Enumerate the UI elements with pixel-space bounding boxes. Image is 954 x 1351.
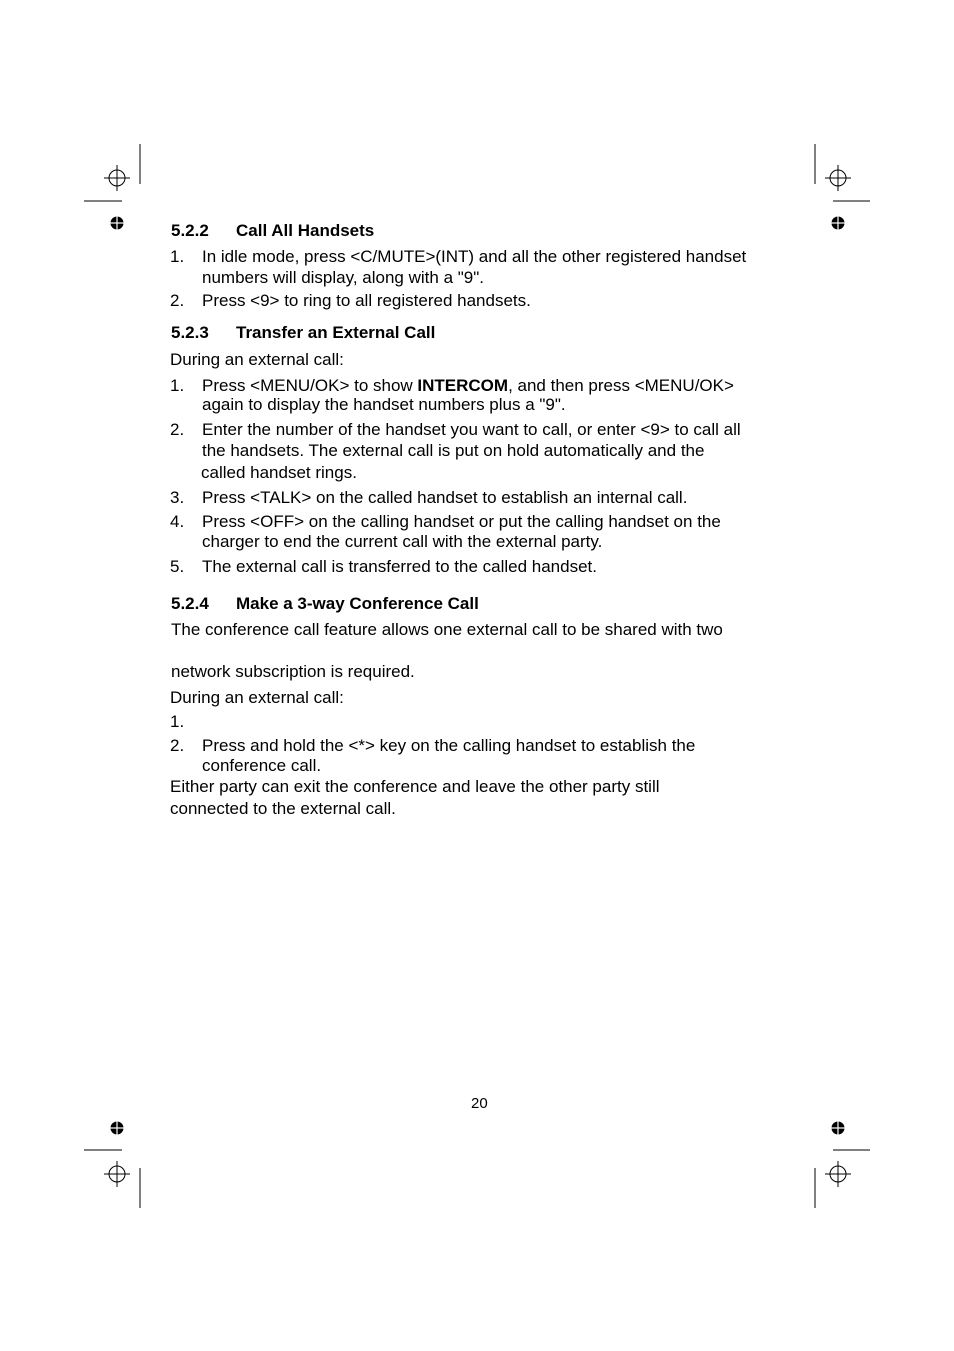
- list-number: 5.: [170, 557, 185, 576]
- section-523-heading: [171, 322, 435, 343]
- list-number: 2.: [170, 736, 185, 755]
- list-item-text: Press <TALK> on the called handset to establish an internal call.: [202, 488, 688, 507]
- list-item-text: Press and hold the <*> key on the calling handset to establish the: [202, 736, 696, 755]
- list-number: 1.: [170, 247, 185, 266]
- list-item-text: Press <OFF> on the calling handset or put the calling handset on the: [202, 512, 721, 531]
- section-title: Make a 3-way Conference Call: [236, 594, 479, 613]
- section-number: 5.2.3: [171, 323, 209, 342]
- list-item-text: The external call is transferred to the called handset.: [202, 557, 597, 576]
- page-number: 20: [471, 1095, 488, 1112]
- section-title: Call All Handsets: [236, 221, 375, 240]
- registration-mark-top-right: [805, 144, 875, 234]
- list-number: 2.: [170, 420, 185, 439]
- list-item-text: conference call.: [202, 756, 322, 775]
- list-item-text: [202, 375, 734, 396]
- registration-mark-bottom-left: [84, 1118, 154, 1210]
- list-number: 2.: [170, 291, 185, 310]
- list-number: 3.: [170, 488, 185, 507]
- text-run: , and then press <MENU/OK>: [508, 376, 734, 395]
- list-number: 1.: [170, 712, 185, 731]
- paragraph: The conference call feature allows one external call to be shared with two: [171, 620, 723, 639]
- list-item-text: again to display the handset numbers plus a "9".: [202, 395, 566, 414]
- section-524-heading: [171, 593, 479, 614]
- paragraph: During an external call:: [170, 350, 344, 369]
- paragraph: Either party can exit the conference and leave the other party still: [170, 777, 660, 796]
- bold-term: INTERCOM: [417, 376, 509, 395]
- registration-mark-top-left: [84, 144, 154, 234]
- paragraph: During an external call:: [170, 688, 344, 707]
- registration-mark-bottom-right: [805, 1118, 875, 1210]
- list-item-text: Press <9> to ring to all registered handsets.: [202, 291, 531, 310]
- section-number: 5.2.2: [171, 221, 209, 240]
- list-item-text: charger to end the current call with the external party.: [202, 532, 603, 551]
- section-number: 5.2.4: [171, 594, 209, 613]
- paragraph: network subscription is required.: [171, 662, 415, 681]
- paragraph: connected to the external call.: [170, 799, 396, 818]
- list-item-text: In idle mode, press <C/MUTE>(INT) and all the other registered handset: [202, 247, 747, 266]
- section-522-heading: [171, 220, 374, 241]
- section-title: Transfer an External Call: [236, 323, 436, 342]
- list-number: 4.: [170, 512, 185, 531]
- list-item-text: Enter the number of the handset you want to call, or enter <9> to call all: [202, 420, 741, 439]
- list-item-text: the handsets. The external call is put on hold automatically and the: [202, 441, 705, 460]
- list-item-text: called handset rings.: [201, 463, 357, 482]
- list-number: 1.: [170, 376, 185, 395]
- text-run: Press <MENU/OK> to show: [202, 376, 418, 395]
- list-item-text: numbers will display, along with a "9".: [202, 268, 484, 287]
